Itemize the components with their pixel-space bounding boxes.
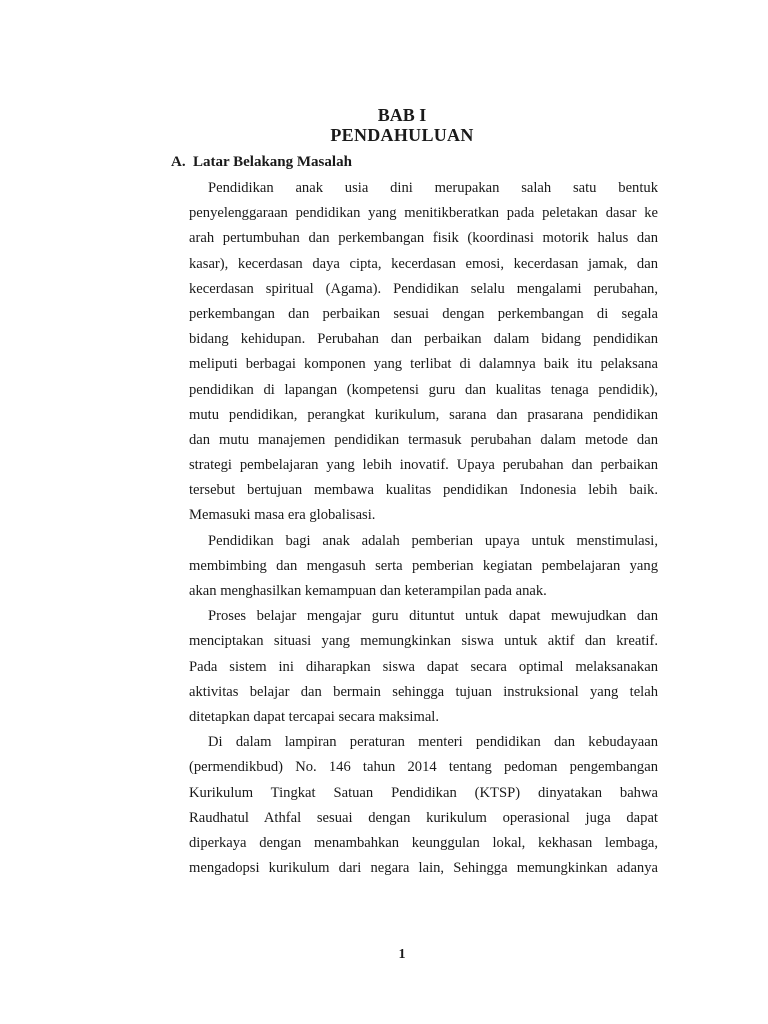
text-line: Kurikulum Tingkat Satuan Pendidikan (KTSP) dinyatakan bahwa <box>189 784 658 801</box>
chapter-title: PENDAHULUAN <box>330 125 474 145</box>
text-line: dan mutu manajemen pendidikan termasuk perubahan dalam metode dan <box>189 431 658 448</box>
text-line: Pendidikan bagi anak adalah pemberian upaya untuk menstimulasi, <box>208 532 658 549</box>
text-line: (permendikbud) No. 146 tahun 2014 tentang pedoman pengembangan <box>189 759 658 776</box>
text-line: mengadopsi kurikulum dari negara lain, Sehingga memungkinkan adanya <box>189 860 658 877</box>
section-heading <box>171 152 352 172</box>
chapter-number: BAB I <box>377 105 427 125</box>
text-line: pendidikan di lapangan (kompetensi guru dan kualitas tenaga pendidik), <box>189 381 658 398</box>
text-line: arah pertumbuhan dan perkembangan fisik (koordinasi motorik halus dan <box>189 230 658 247</box>
page-number: 1 <box>398 947 406 962</box>
text-line: akan menghasilkan kemampuan dan keterampilan pada anak. <box>189 583 547 599</box>
text-line: bidang kehidupan. Perubahan dan perbaikan dalam bidang pendidikan <box>189 331 658 348</box>
text-line: Proses belajar mengajar guru dituntut untuk dapat mewujudkan dan <box>208 608 658 625</box>
text-line: membimbing dan mengasuh serta pemberian kegiatan pembelajaran yang <box>189 557 658 574</box>
text-line: mutu pendidikan, perangkat kurikulum, sarana dan prasarana pendidikan <box>189 406 658 423</box>
section-title: Latar Belakang Masalah <box>193 154 352 170</box>
text-line: Di dalam lampiran peraturan menteri pendidikan dan kebudayaan <box>208 734 658 751</box>
body-text <box>189 176 658 881</box>
text-line: Pendidikan anak usia dini merupakan salah satu bentuk <box>208 180 658 196</box>
text-line: penyelenggaraan pendidikan yang menitikberatkan pada peletakan dasar ke <box>189 205 658 222</box>
text-line: aktivitas belajar dan bermain sehingga tujuan instruksional yang telah <box>189 683 658 700</box>
text-line: menciptakan situasi yang memungkinkan siswa untuk aktif dan kreatif. <box>189 633 658 650</box>
text-line: tersebut bertujuan membawa kualitas pendidikan Indonesia lebih baik. <box>189 482 658 499</box>
text-line: kasar), kecerdasan daya cipta, kecerdasan emosi, kecerdasan jamak, dan <box>189 255 658 272</box>
text-line: meliputi berbagai komponen yang terlibat di dalamnya baik itu pelaksana <box>189 356 658 373</box>
text-line: Raudhatul Athfal sesuai dengan kurikulum operasional juga dapat <box>189 809 658 826</box>
section-letter: A. <box>171 154 186 170</box>
text-line: kecerdasan spiritual (Agama). Pendidikan selalu mengalami perubahan, <box>189 280 658 297</box>
text-line: perkembangan dan perbaikan sesuai dengan perkembangan di segala <box>189 305 658 322</box>
text-line: strategi pembelajaran yang lebih inovatif. Upaya perubahan dan perbaikan <box>189 457 658 474</box>
text-line: ditetapkan dapat tercapai secara maksimal. <box>189 708 439 725</box>
text-line: Memasuki masa era globalisasi. <box>189 507 376 524</box>
text-line: diperkaya dengan menambahkan keunggulan lokal, kekhasan lembaga, <box>189 834 658 851</box>
text-line: Pada sistem ini diharapkan siswa dapat secara optimal melaksanakan <box>189 658 658 675</box>
